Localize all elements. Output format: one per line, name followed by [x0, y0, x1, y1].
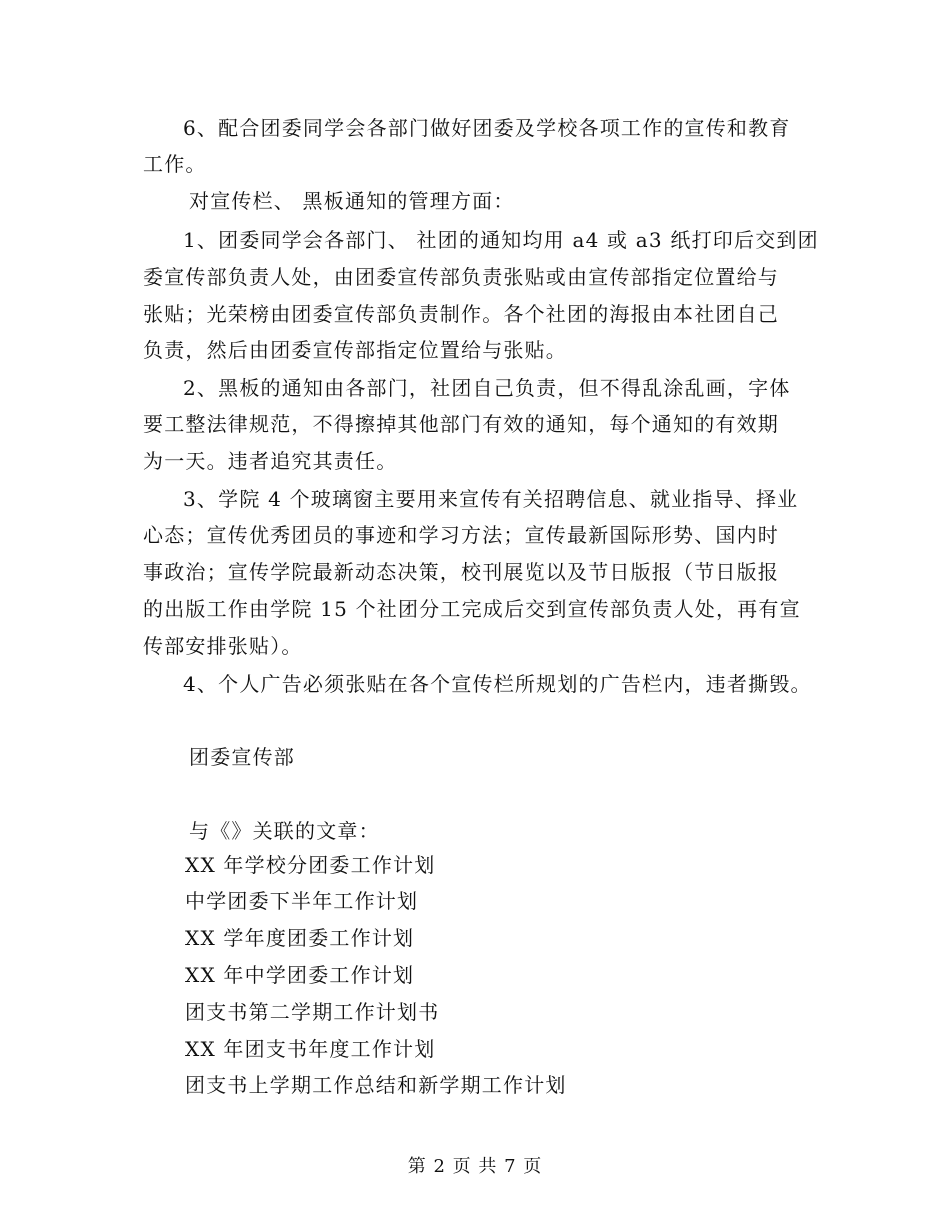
paragraph-2-line-2: 要工整法律规范，不得擦掉其他部门有效的通知，每个通知的有效期: [143, 412, 779, 436]
paragraph-6-line-2: 工作。: [143, 152, 207, 176]
page-number: 第 2 页 共 7 页: [407, 1156, 543, 1177]
paragraph-4-line-1: 4、个人广告必须张贴在各个宣传栏所规划的广告栏内，违者撕毁。: [183, 672, 812, 696]
paragraph-1-line-4: 负责，然后由团委宣传部指定位置给与张贴。: [143, 338, 567, 362]
paragraph-1-line-1: 1、团委同学会各部门、 社团的通知均用 a4 或 a3 纸打印后交到团: [183, 228, 819, 252]
related-article-link[interactable]: XX 学年度团委工作计划: [185, 926, 415, 950]
paragraph-3-line-4: 的出版工作由学院 15 个社团分工完成后交到宣传部负责人处，再有宣: [143, 597, 801, 621]
related-article-link[interactable]: 团支书第二学期工作计划书: [185, 1000, 440, 1024]
related-article-link[interactable]: XX 年中学团委工作计划: [185, 963, 415, 987]
paragraph-3-line-2: 心态；宣传优秀团员的事迹和学习方法；宣传最新国际形势、国内时: [143, 523, 779, 547]
paragraph-1-line-3: 张贴；光荣榜由团委宣传部负责制作。各个社团的海报由本社团自己: [143, 302, 779, 326]
section-heading: 对宣传栏、 黑板通知的管理方面：: [189, 189, 515, 213]
signature: 团委宣传部: [189, 745, 295, 769]
paragraph-3-line-3: 事政治；宣传学院最新动态决策，校刊展览以及节日版报（节日版报: [143, 560, 779, 584]
related-article-link[interactable]: XX 年团支书年度工作计划: [185, 1037, 436, 1061]
related-article-link[interactable]: 中学团委下半年工作计划: [185, 889, 419, 913]
related-article-link[interactable]: XX 年学校分团委工作计划: [185, 853, 436, 877]
paragraph-3-line-5: 传部安排张贴）。: [143, 634, 303, 658]
paragraph-2-line-3: 为一天。违者追究其责任。: [143, 449, 398, 473]
paragraph-3-line-1: 3、学院 4 个玻璃窗主要用来宣传有关招聘信息、就业指导、择业: [183, 487, 799, 511]
related-articles-heading: 与《》关联的文章：: [189, 819, 380, 843]
related-article-link[interactable]: 团支书上学期工作总结和新学期工作计划: [185, 1073, 567, 1097]
paragraph-2-line-1: 2、黑板的通知由各部门，社团自己负责，但不得乱涂乱画，字体: [183, 376, 791, 400]
paragraph-1-line-2: 委宣传部负责人处，由团委宣传部负责张贴或由宣传部指定位置给与: [143, 265, 779, 289]
paragraph-6-line-1: 6、配合团委同学会各部门做好团委及学校各项工作的宣传和教育: [183, 116, 791, 140]
